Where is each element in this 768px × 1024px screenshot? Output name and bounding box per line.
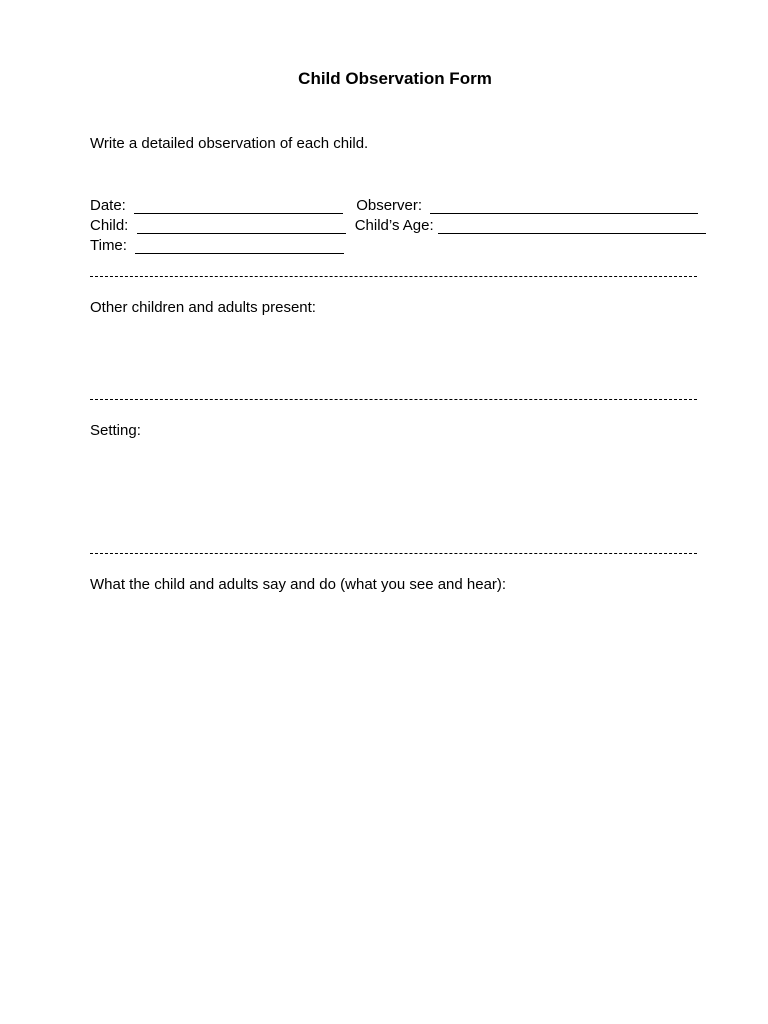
child-label: Child: (90, 217, 129, 234)
childs-age-label: Child’s Age: (354, 217, 434, 234)
others-present-area[interactable] (90, 320, 697, 390)
page-title: Child Observation Form (298, 69, 492, 88)
childs-age-field[interactable] (438, 216, 706, 234)
child-field[interactable] (137, 216, 346, 234)
setting-label: Setting: (90, 422, 141, 439)
time-row (90, 236, 344, 256)
date-observer-row (90, 196, 698, 216)
section-divider (90, 399, 697, 400)
time-field[interactable] (135, 236, 344, 254)
setting-area[interactable] (90, 443, 697, 543)
others-present-label: Other children and adults present: (90, 299, 316, 316)
observer-label: Observer: (356, 197, 423, 214)
child-age-row (90, 216, 706, 236)
instruction-text: Write a detailed observation of each child. (90, 135, 369, 152)
date-field[interactable] (134, 196, 343, 214)
date-label: Date: (90, 197, 126, 214)
say-and-do-label: What the child and adults say and do (what you see and hear): (90, 576, 507, 593)
observer-field[interactable] (430, 196, 698, 214)
say-and-do-area[interactable] (90, 597, 697, 977)
time-label: Time: (90, 237, 127, 254)
section-divider (90, 276, 697, 277)
section-divider (90, 553, 697, 554)
